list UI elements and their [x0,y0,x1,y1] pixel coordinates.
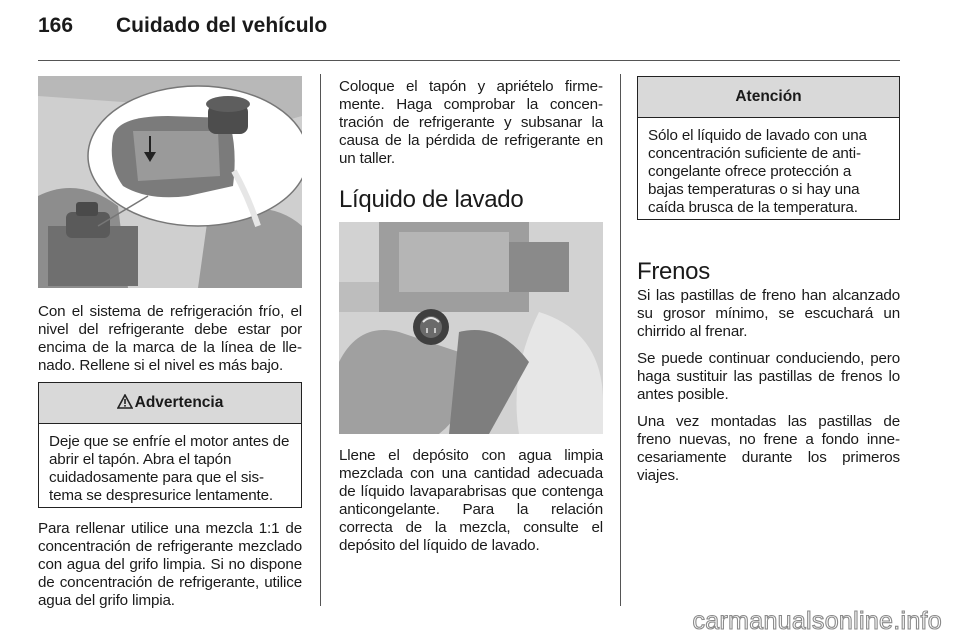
brakes-section [637,287,900,494]
column-divider-2 [620,74,621,606]
warning-triangle-icon [117,385,133,425]
page-number: 166 [38,14,74,37]
coolant-level-paragraph [38,303,302,384]
page-title: Cuidado del vehículo [116,14,328,37]
warning-body: Deje que se enfríe el motor antes de abrir el tapón. Abra el tapón cuidadosamente para que el sistema se despresurice lentamente. [49,433,290,504]
brakes-paragraph-1: Si las pastillas de freno han alcanzado su grosor mínimo, se escuchará un chirrido al frenar. [637,287,900,340]
attention-body: Sólo el líquido de lavado con una concentración suficiente de anticongelante ofrece protección a bajas temperaturas o si hay una caída brusca de la temperatura. [648,127,867,216]
brakes-paragraph-3: Una vez montadas las pastillas de freno nuevas, no frene a fondo innecesariamente durante los primeros viajes. [637,413,900,484]
column-divider-1 [320,74,321,606]
attention-box-header [638,77,899,118]
washer-fill-text: Llene el depósito con agua limpia mezclada con una cantidad adecuada de líquido lavaparabrisas que contenga anticongelante. Para la relación correcta de la mezcla, consulte el depósito del líquido de lavado. [339,447,603,554]
washer-fill-paragraph [339,447,603,564]
cap-text: Coloque el tapón y apriételo firmemente. Haga comprobar la concentración de refrigerante y subsanar la causa de la pérdida de refrigerante en un taller. [339,78,603,167]
brakes-heading: Frenos [637,258,710,285]
refill-paragraph [38,520,302,619]
header-rule [38,60,900,61]
attention-box [637,76,900,220]
washer-fluid-heading: Líquido de lavado [339,186,524,213]
watermark-text: carmanualsonline.info [692,607,942,635]
coolant-reservoir-image [38,76,302,288]
refill-text: Para rellenar utilice una mezcla 1:1 de concentración de refrigerante mezclado con agua del grifo limpia. Si no dispone de concentración de refrigerante, utilice agua del grifo limpia. [38,520,302,609]
brakes-paragraph-2: Se puede continuar conduciendo, pero haga sustituir las pastillas de frenos lo antes posible. [637,350,900,403]
warning-box-header [39,383,301,424]
warning-box [38,382,302,508]
attention-title: Atención [735,88,802,105]
warning-title: Advertencia [134,394,224,411]
washer-fluid-image [339,222,603,434]
coolant-level-text: Con el sistema de refrigeración frío, el nivel del refrigerante debe estar por encima de la marca de la línea de llenado. Rellene si el nivel es más bajo. [38,303,302,374]
cap-paragraph [339,78,603,177]
